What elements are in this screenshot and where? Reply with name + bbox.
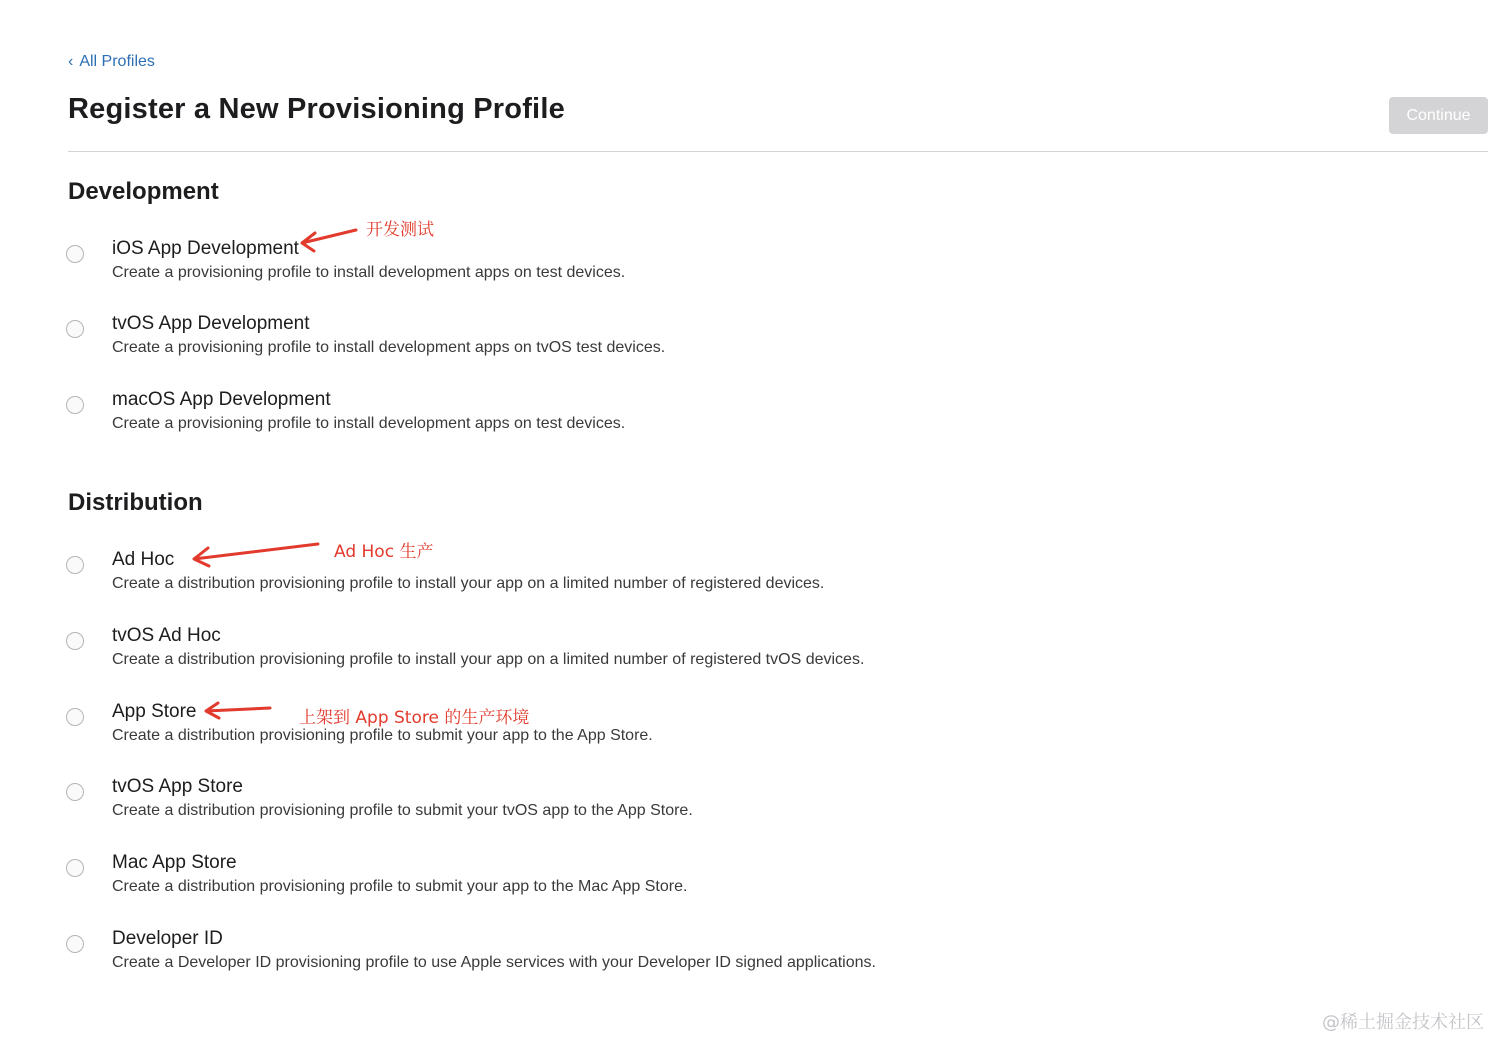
option-title: Developer ID bbox=[112, 928, 223, 949]
option-title: Ad Hoc bbox=[112, 549, 175, 570]
option-tvos-app-store[interactable] bbox=[66, 775, 693, 822]
option-tvos-ad-hoc[interactable] bbox=[66, 624, 864, 671]
option-description: Create a provisioning profile to install development apps on test devices. bbox=[112, 264, 626, 281]
option-macos-app-development[interactable] bbox=[66, 388, 625, 435]
option-description: Create a distribution provisioning profile to install your app on a limited number of registered tvOS devices. bbox=[112, 651, 865, 668]
header-divider bbox=[68, 151, 1488, 152]
annotation-app-store: 上架到 App Store 的生产环境 bbox=[299, 708, 530, 728]
radio-tvos-ad-hoc[interactable] bbox=[66, 632, 84, 650]
section-title-distribution: Distribution bbox=[68, 489, 203, 516]
option-title: tvOS App Store bbox=[112, 776, 243, 797]
option-tvos-app-development[interactable] bbox=[66, 312, 665, 359]
radio-ios-app-development[interactable] bbox=[66, 245, 84, 263]
option-title: App Store bbox=[112, 701, 197, 722]
option-description: Create a distribution provisioning profile to submit your app to the Mac App Store. bbox=[112, 878, 688, 895]
section-title-development: Development bbox=[68, 178, 219, 205]
option-title: tvOS App Development bbox=[112, 313, 310, 334]
option-developer-id[interactable] bbox=[66, 927, 876, 974]
option-description: Create a distribution provisioning profile to submit your tvOS app to the App Store. bbox=[112, 802, 693, 819]
back-to-all-profiles-link[interactable] bbox=[68, 53, 155, 71]
annotation-ad-hoc: Ad Hoc 生产 bbox=[334, 542, 434, 562]
option-description: Create a provisioning profile to install development apps on tvOS test devices. bbox=[112, 339, 666, 356]
option-description: Create a distribution provisioning profile to submit your app to the App Store. bbox=[112, 727, 653, 744]
option-description: Create a distribution provisioning profile to install your app on a limited number of registered devices. bbox=[112, 575, 825, 592]
option-description: Create a Developer ID provisioning profile to use Apple services with your Developer ID signed applications. bbox=[112, 954, 876, 971]
option-title: iOS App Development bbox=[112, 238, 299, 259]
option-description: Create a provisioning profile to install development apps on test devices. bbox=[112, 415, 626, 432]
option-title: tvOS Ad Hoc bbox=[112, 625, 221, 646]
radio-mac-app-store[interactable] bbox=[66, 859, 84, 877]
chevron-left-icon: ‹ bbox=[68, 53, 74, 70]
option-ad-hoc[interactable] bbox=[66, 548, 824, 595]
watermark: @稀土掘金技术社区 bbox=[1322, 1012, 1484, 1033]
option-ios-app-development[interactable] bbox=[66, 237, 625, 284]
annotation-dev-test: 开发测试 bbox=[366, 220, 434, 240]
radio-tvos-app-store[interactable] bbox=[66, 783, 84, 801]
radio-macos-app-development[interactable] bbox=[66, 396, 84, 414]
option-title: Mac App Store bbox=[112, 852, 237, 873]
radio-ad-hoc[interactable] bbox=[66, 556, 84, 574]
radio-tvos-app-development[interactable] bbox=[66, 320, 84, 338]
option-mac-app-store[interactable] bbox=[66, 851, 687, 898]
radio-app-store[interactable] bbox=[66, 708, 84, 726]
radio-developer-id[interactable] bbox=[66, 935, 84, 953]
back-link-label: All Profiles bbox=[79, 53, 155, 70]
continue-button[interactable]: Continue bbox=[1389, 97, 1488, 134]
option-title: macOS App Development bbox=[112, 389, 331, 410]
page-title: Register a New Provisioning Profile bbox=[68, 93, 565, 125]
